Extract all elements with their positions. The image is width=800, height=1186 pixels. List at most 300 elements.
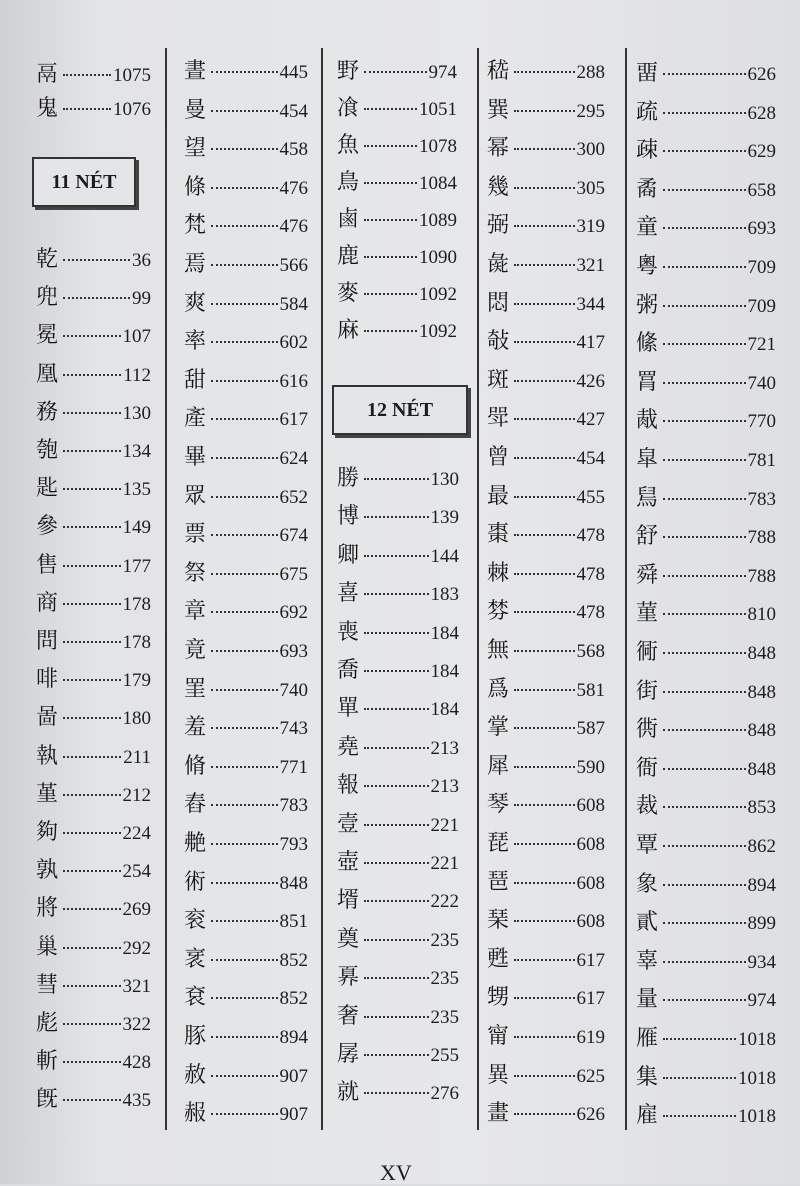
entry-character: 疎 xyxy=(636,138,659,164)
index-entry xyxy=(636,559,776,593)
index-entry xyxy=(36,92,151,126)
column-divider xyxy=(165,48,167,1130)
entry-page-number: 617 xyxy=(576,988,605,1010)
entry-character: 率 xyxy=(184,329,207,355)
entry-character: 甦 xyxy=(487,946,510,972)
entry-character: 無 xyxy=(487,638,510,663)
entry-page-number: 848 xyxy=(279,872,308,894)
index-entry xyxy=(636,443,776,477)
index-entry xyxy=(36,854,151,888)
index-entry xyxy=(36,1083,151,1117)
leader-dots xyxy=(663,227,746,229)
entry-character: 衮 xyxy=(184,908,207,934)
index-entry xyxy=(487,480,605,514)
entry-page-number: 213 xyxy=(430,737,459,759)
index-entry xyxy=(487,866,605,900)
index-entry xyxy=(487,171,605,205)
leader-dots xyxy=(63,450,121,452)
index-entry xyxy=(337,1000,459,1034)
leader-dots xyxy=(364,708,429,710)
leader-dots xyxy=(663,922,746,924)
leader-dots xyxy=(663,845,746,847)
entry-page-number: 99 xyxy=(132,288,151,310)
leader-dots xyxy=(663,343,746,345)
entry-character: 棼 xyxy=(487,599,510,625)
index-entry xyxy=(636,597,776,631)
entry-page-number: 107 xyxy=(122,326,151,348)
entry-character: 衕 xyxy=(636,640,659,665)
entry-character: 艴 xyxy=(184,831,207,856)
index-entry xyxy=(337,654,459,688)
leader-dots xyxy=(364,1054,429,1056)
entry-character: 執 xyxy=(36,743,59,769)
entry-character: 畱 xyxy=(636,61,659,86)
entry-page-number: 590 xyxy=(576,756,605,778)
index-entry xyxy=(184,711,308,745)
leader-dots xyxy=(663,1115,736,1117)
leader-dots xyxy=(364,330,417,332)
index-entry xyxy=(337,55,457,89)
leader-dots xyxy=(63,565,121,567)
index-entry xyxy=(36,472,151,506)
entry-character: 鹿 xyxy=(337,244,360,269)
leader-dots xyxy=(663,382,746,384)
entry-page-number: 235 xyxy=(430,929,459,951)
entry-page-number: 658 xyxy=(747,179,776,201)
entry-character: 祭 xyxy=(184,560,207,586)
index-entry xyxy=(487,287,605,321)
index-entry xyxy=(36,892,151,926)
entry-page-number: 288 xyxy=(576,62,605,83)
entry-page-number: 770 xyxy=(747,411,776,433)
index-entry xyxy=(36,358,151,392)
index-entry xyxy=(337,808,459,842)
entry-page-number: 1018 xyxy=(738,1029,776,1050)
entry-character: 赦 xyxy=(184,1062,207,1088)
entry-page-number: 222 xyxy=(430,891,459,913)
entry-character: 壺 xyxy=(337,850,360,875)
entry-character: 犀 xyxy=(487,753,510,779)
index-entry xyxy=(337,1038,459,1072)
entry-page-number: 476 xyxy=(279,177,308,199)
leader-dots xyxy=(514,804,575,806)
leader-dots xyxy=(211,920,278,922)
entry-page-number: 608 xyxy=(576,795,605,817)
entry-character: 匏 xyxy=(36,438,59,463)
index-entry xyxy=(337,500,459,534)
entry-page-number: 295 xyxy=(576,100,605,122)
leader-dots xyxy=(663,613,746,615)
index-entry xyxy=(487,402,605,436)
index-entry xyxy=(487,788,605,822)
entry-page-number: 458 xyxy=(279,139,308,161)
index-entry xyxy=(184,325,308,359)
entry-page-number: 626 xyxy=(747,64,776,85)
entry-page-number: 134 xyxy=(122,441,151,462)
index-entry xyxy=(337,616,459,650)
entry-character: 旣 xyxy=(36,1087,59,1113)
index-entry xyxy=(36,701,151,735)
entry-character: 眾 xyxy=(184,483,207,509)
index-entry xyxy=(337,1076,459,1110)
leader-dots xyxy=(63,74,111,76)
entry-page-number: 568 xyxy=(576,641,605,662)
leader-dots xyxy=(663,73,746,75)
index-entry xyxy=(184,1097,308,1131)
leader-dots xyxy=(514,650,575,652)
index-entry xyxy=(36,969,151,1003)
entry-page-number: 319 xyxy=(576,216,605,238)
entry-page-number: 848 xyxy=(747,720,776,742)
index-entry xyxy=(184,132,308,166)
entry-character: 斬 xyxy=(36,1049,59,1075)
index-entry xyxy=(337,314,457,348)
index-entry xyxy=(636,250,776,284)
leader-dots xyxy=(63,335,121,337)
index-entry xyxy=(337,129,457,163)
leader-dots xyxy=(211,727,278,729)
index-entry xyxy=(636,134,776,168)
entry-page-number: 184 xyxy=(430,699,459,721)
entry-page-number: 1092 xyxy=(419,284,457,305)
leader-dots xyxy=(364,516,429,518)
entry-character: 爲 xyxy=(487,676,510,702)
entry-character: 巢 xyxy=(36,934,59,960)
entry-page-number: 934 xyxy=(747,951,776,973)
index-entry xyxy=(36,625,151,659)
leader-dots xyxy=(211,611,278,613)
entry-character: 票 xyxy=(184,522,207,548)
index-entry xyxy=(36,281,151,315)
leader-dots xyxy=(364,108,417,110)
leader-dots xyxy=(663,1038,736,1040)
leader-dots xyxy=(364,900,429,902)
index-entry xyxy=(487,1059,605,1093)
entry-character: 喪 xyxy=(337,619,360,645)
entry-character: 凰 xyxy=(36,361,59,387)
entry-character: 產 xyxy=(184,406,207,432)
entry-page-number: 221 xyxy=(430,853,459,874)
leader-dots xyxy=(663,420,746,422)
leader-dots xyxy=(211,1113,278,1115)
entry-page-number: 445 xyxy=(279,62,308,83)
entry-character: 敧 xyxy=(487,329,510,355)
leader-dots xyxy=(514,71,575,73)
leader-dots xyxy=(663,305,746,307)
entry-page-number: 178 xyxy=(122,632,151,653)
entry-character: 鬼 xyxy=(36,96,59,121)
entry-character: 爽 xyxy=(184,290,207,316)
entry-character: 博 xyxy=(337,504,360,530)
index-entry xyxy=(184,441,308,475)
index-entry xyxy=(184,55,308,89)
leader-dots xyxy=(364,785,429,787)
entry-page-number: 781 xyxy=(747,450,776,471)
index-entry xyxy=(487,132,605,166)
entry-character: 象 xyxy=(636,871,659,897)
entry-character: 竟 xyxy=(184,638,207,663)
entry-character: 夠 xyxy=(36,820,59,845)
index-entry xyxy=(337,92,457,126)
leader-dots xyxy=(514,766,575,768)
entry-character: 啡 xyxy=(36,667,59,693)
entry-character: 嵇 xyxy=(487,59,510,84)
entry-page-number: 1075 xyxy=(113,65,151,86)
entry-character: 舂 xyxy=(184,792,207,818)
entry-character: 曼 xyxy=(184,97,207,123)
leader-dots xyxy=(63,908,121,910)
index-entry xyxy=(36,587,151,621)
entry-page-number: 211 xyxy=(123,746,151,768)
entry-page-number: 1018 xyxy=(738,1067,776,1089)
entry-page-number: 721 xyxy=(747,334,776,356)
entry-character: 晝 xyxy=(184,59,207,84)
entry-page-number: 810 xyxy=(747,604,776,626)
leader-dots xyxy=(63,717,121,719)
entry-character: 菫 xyxy=(636,601,659,627)
entry-page-number: 783 xyxy=(747,488,776,510)
entry-character: 鳥 xyxy=(337,170,360,195)
entry-page-number: 608 xyxy=(576,834,605,855)
leader-dots xyxy=(364,145,417,147)
entry-character: 衖 xyxy=(636,717,659,743)
entry-character: 疏 xyxy=(636,99,659,125)
leader-dots xyxy=(364,71,427,73)
entry-page-number: 624 xyxy=(279,448,308,469)
entry-character: 斑 xyxy=(487,367,510,393)
index-entry xyxy=(636,366,776,400)
entry-page-number: 269 xyxy=(122,899,151,921)
leader-dots xyxy=(364,293,417,295)
leader-dots xyxy=(663,961,746,963)
entry-character: 集 xyxy=(636,1064,659,1090)
index-entry xyxy=(487,595,605,629)
leader-dots xyxy=(63,679,121,681)
entry-character: 單 xyxy=(337,696,360,722)
entry-page-number: 629 xyxy=(747,141,776,163)
entry-character: 雇 xyxy=(636,1103,659,1129)
entry-character: 兜 xyxy=(36,285,59,311)
entry-page-number: 454 xyxy=(576,448,605,469)
entry-character: 孰 xyxy=(36,858,59,884)
leader-dots xyxy=(514,920,575,922)
entry-character: 量 xyxy=(636,987,659,1013)
leader-dots xyxy=(514,1113,575,1115)
index-entry xyxy=(184,248,308,282)
entry-character: 甥 xyxy=(487,985,510,1011)
leader-dots xyxy=(63,259,130,261)
entry-page-number: 974 xyxy=(747,990,776,1012)
entry-page-number: 709 xyxy=(747,295,776,317)
leader-dots xyxy=(63,412,121,414)
entry-page-number: 428 xyxy=(122,1052,151,1074)
leader-dots xyxy=(211,457,278,459)
index-entry xyxy=(636,790,776,824)
leader-dots xyxy=(63,947,121,949)
index-entry xyxy=(487,943,605,977)
leader-dots xyxy=(63,870,121,872)
index-entry xyxy=(487,634,605,668)
entry-character: 悶 xyxy=(487,290,510,316)
index-entry xyxy=(636,1099,776,1133)
leader-dots xyxy=(364,593,429,595)
entry-page-number: 652 xyxy=(279,486,308,508)
entry-character: 麻 xyxy=(337,318,360,343)
index-entry xyxy=(36,740,151,774)
index-entry xyxy=(36,1045,151,1079)
leader-dots xyxy=(211,804,278,806)
leader-dots xyxy=(63,641,121,643)
entry-page-number: 617 xyxy=(576,949,605,971)
entry-character: 商 xyxy=(36,590,59,616)
entry-character: 啚 xyxy=(36,705,59,731)
entry-character: 飡 xyxy=(337,96,360,121)
leader-dots xyxy=(63,526,121,528)
leader-dots xyxy=(211,573,278,575)
index-entry xyxy=(487,441,605,475)
index-entry xyxy=(636,327,776,361)
entry-character: 卿 xyxy=(337,542,360,568)
entry-character: 焉 xyxy=(184,252,207,277)
entry-page-number: 619 xyxy=(576,1027,605,1048)
entry-page-number: 1089 xyxy=(419,210,457,231)
index-entry xyxy=(337,884,459,918)
entry-page-number: 178 xyxy=(122,593,151,615)
entry-page-number: 617 xyxy=(279,409,308,431)
index-entry xyxy=(36,1007,151,1041)
entry-character: 異 xyxy=(487,1062,510,1088)
leader-dots xyxy=(364,747,429,749)
entry-character: 掌 xyxy=(487,715,510,741)
leader-dots xyxy=(514,148,575,150)
index-entry xyxy=(184,557,308,591)
entry-character: 覃 xyxy=(636,833,659,858)
leader-dots xyxy=(63,603,121,605)
entry-character: 鬲 xyxy=(36,62,59,87)
leader-dots xyxy=(514,1075,575,1077)
column-divider xyxy=(321,48,323,1130)
entry-page-number: 212 xyxy=(122,784,151,806)
entry-page-number: 478 xyxy=(576,602,605,624)
entry-page-number: 427 xyxy=(576,409,605,431)
entry-character: 舃 xyxy=(636,485,659,511)
index-entry xyxy=(36,58,151,92)
entry-character: 幾 xyxy=(487,174,510,200)
leader-dots xyxy=(514,534,575,536)
index-entry xyxy=(36,243,151,277)
entry-page-number: 183 xyxy=(430,584,459,606)
entry-character: 術 xyxy=(184,869,207,895)
leader-dots xyxy=(63,756,121,758)
leader-dots xyxy=(364,1092,429,1094)
leader-dots xyxy=(514,341,575,343)
entry-page-number: 1018 xyxy=(738,1106,776,1128)
entry-character: 條 xyxy=(184,174,207,200)
entry-page-number: 321 xyxy=(122,975,151,997)
entry-page-number: 584 xyxy=(279,293,308,315)
index-entry xyxy=(636,906,776,940)
index-entry xyxy=(487,364,605,398)
entry-character: 將 xyxy=(36,896,59,922)
entry-character: 甜 xyxy=(184,367,207,393)
entry-character: 粵 xyxy=(636,254,659,279)
entry-character: 粥 xyxy=(636,292,659,318)
column-divider xyxy=(625,48,627,1130)
entry-character: 甯 xyxy=(487,1024,510,1049)
leader-dots xyxy=(63,374,121,376)
entry-page-number: 709 xyxy=(747,257,776,278)
index-entry xyxy=(487,518,605,552)
entry-character: 喜 xyxy=(337,581,360,607)
entry-character: 脩 xyxy=(184,753,207,779)
leader-dots xyxy=(211,418,278,420)
index-entry xyxy=(487,1097,605,1131)
entry-page-number: 608 xyxy=(576,911,605,933)
leader-dots xyxy=(514,264,575,266)
index-entry xyxy=(487,673,605,707)
index-entry xyxy=(636,636,776,670)
entry-page-number: 255 xyxy=(430,1045,459,1066)
entry-page-number: 907 xyxy=(279,1065,308,1087)
entry-page-number: 36 xyxy=(132,250,151,271)
entry-page-number: 417 xyxy=(576,332,605,354)
entry-character: 幂 xyxy=(487,136,510,162)
entry-character: 奢 xyxy=(337,1003,360,1029)
index-entry xyxy=(636,482,776,516)
entry-character: 琹 xyxy=(487,908,510,934)
entry-character: 勝 xyxy=(337,466,360,491)
leader-dots xyxy=(211,1075,278,1077)
entry-character: 堯 xyxy=(337,734,360,760)
entry-page-number: 771 xyxy=(279,756,308,778)
entry-character: 參 xyxy=(36,514,59,540)
index-entry xyxy=(184,673,308,707)
entry-page-number: 135 xyxy=(122,479,151,501)
section-heading-11-text: 11 NÉT xyxy=(51,170,117,193)
leader-dots xyxy=(663,536,746,538)
entry-character: 胾 xyxy=(636,408,659,434)
leader-dots xyxy=(663,498,746,500)
entry-page-number: 628 xyxy=(747,102,776,124)
leader-dots xyxy=(514,611,575,613)
leader-dots xyxy=(211,110,278,112)
leader-dots xyxy=(514,959,575,961)
entry-page-number: 783 xyxy=(279,795,308,817)
entry-character: 赧 xyxy=(184,1101,207,1127)
entry-page-number: 1078 xyxy=(419,136,457,157)
entry-page-number: 894 xyxy=(747,874,776,896)
leader-dots xyxy=(514,997,575,999)
entry-character: 梵 xyxy=(184,213,207,239)
leader-dots xyxy=(63,1099,121,1101)
entry-character: 琶 xyxy=(487,869,510,895)
leader-dots xyxy=(514,110,575,112)
leader-dots xyxy=(364,939,429,941)
index-entry xyxy=(487,904,605,938)
index-entry xyxy=(184,904,308,938)
entry-page-number: 602 xyxy=(279,332,308,354)
entry-page-number: 184 xyxy=(430,622,459,644)
entry-page-number: 455 xyxy=(576,486,605,508)
entry-page-number: 693 xyxy=(279,641,308,662)
entry-character: 袞 xyxy=(184,985,207,1011)
index-entry xyxy=(184,1020,308,1054)
index-entry xyxy=(337,692,459,726)
entry-page-number: 321 xyxy=(576,255,605,276)
entry-character: 孱 xyxy=(337,1042,360,1067)
index-entry xyxy=(184,364,308,398)
entry-page-number: 1092 xyxy=(419,321,457,342)
